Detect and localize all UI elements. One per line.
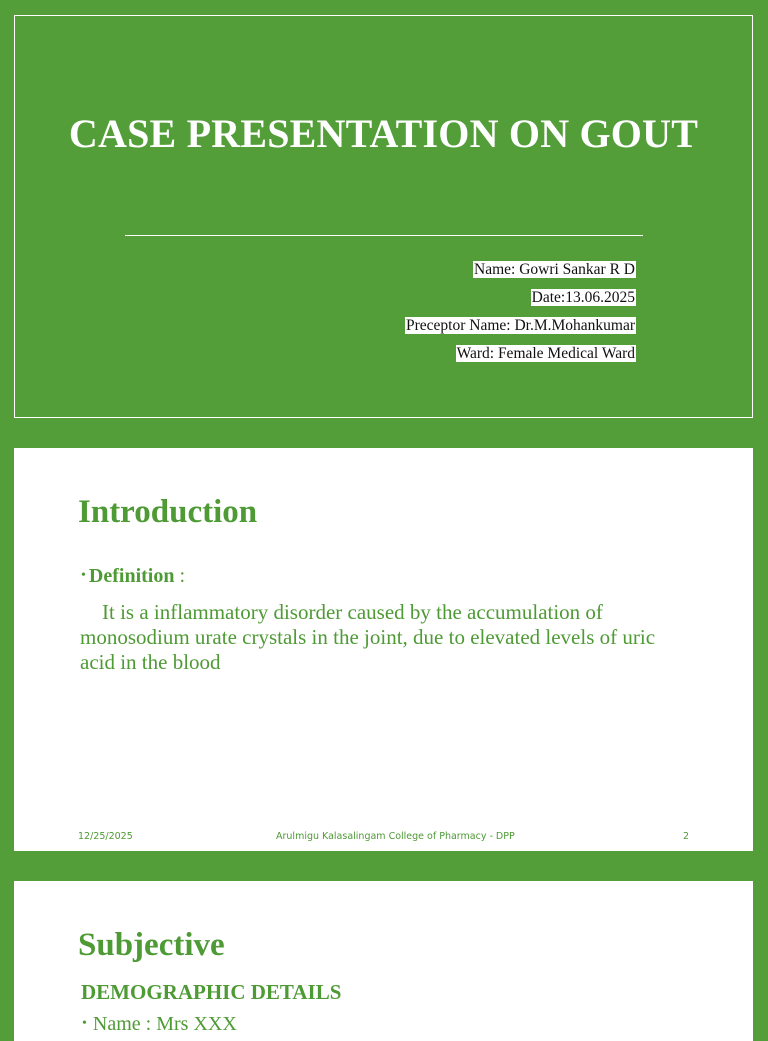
title-slide [14,15,753,418]
presenter-name: Name: Gowri Sankar R D [474,261,635,278]
footer-college: Arulmigu Kalasalingam College of Pharmacy - DPP [276,831,515,842]
preceptor-name: Preceptor Name: Dr.M.Mohankumar [406,317,635,334]
subjective-slide [14,881,753,1041]
footer-page-number: 2 [683,831,690,842]
ward-name: Ward: Female Medical Ward [456,345,635,362]
definition-bullet [81,565,185,588]
definition-colon: : [174,565,186,587]
bullet-icon: • [81,568,86,583]
introduction-slide [14,448,753,851]
definition-text: It is a inflammatory disorder caused by the accumulation of monosodium urate crystals in the joint, due to elevated levels of uric acid in the blood [80,600,656,674]
definition-label: Definition [88,565,175,587]
title-divider [125,235,643,236]
presentation-title: CASE PRESENTATION ON GOUT [68,111,699,156]
demographic-subheading: DEMOGRAPHIC DETAILS [81,980,342,1004]
footer-date: 12/25/2025 [78,831,133,842]
presenter-info [405,259,636,371]
list-item [82,1013,237,1036]
presentation-date: Date:13.06.2025 [531,289,635,306]
slide-heading: Introduction [78,494,258,530]
slide-heading: Subjective [78,927,225,963]
bullet-icon: • [82,1016,87,1031]
patient-name-item: Name : Mrs XXX [92,1013,237,1035]
